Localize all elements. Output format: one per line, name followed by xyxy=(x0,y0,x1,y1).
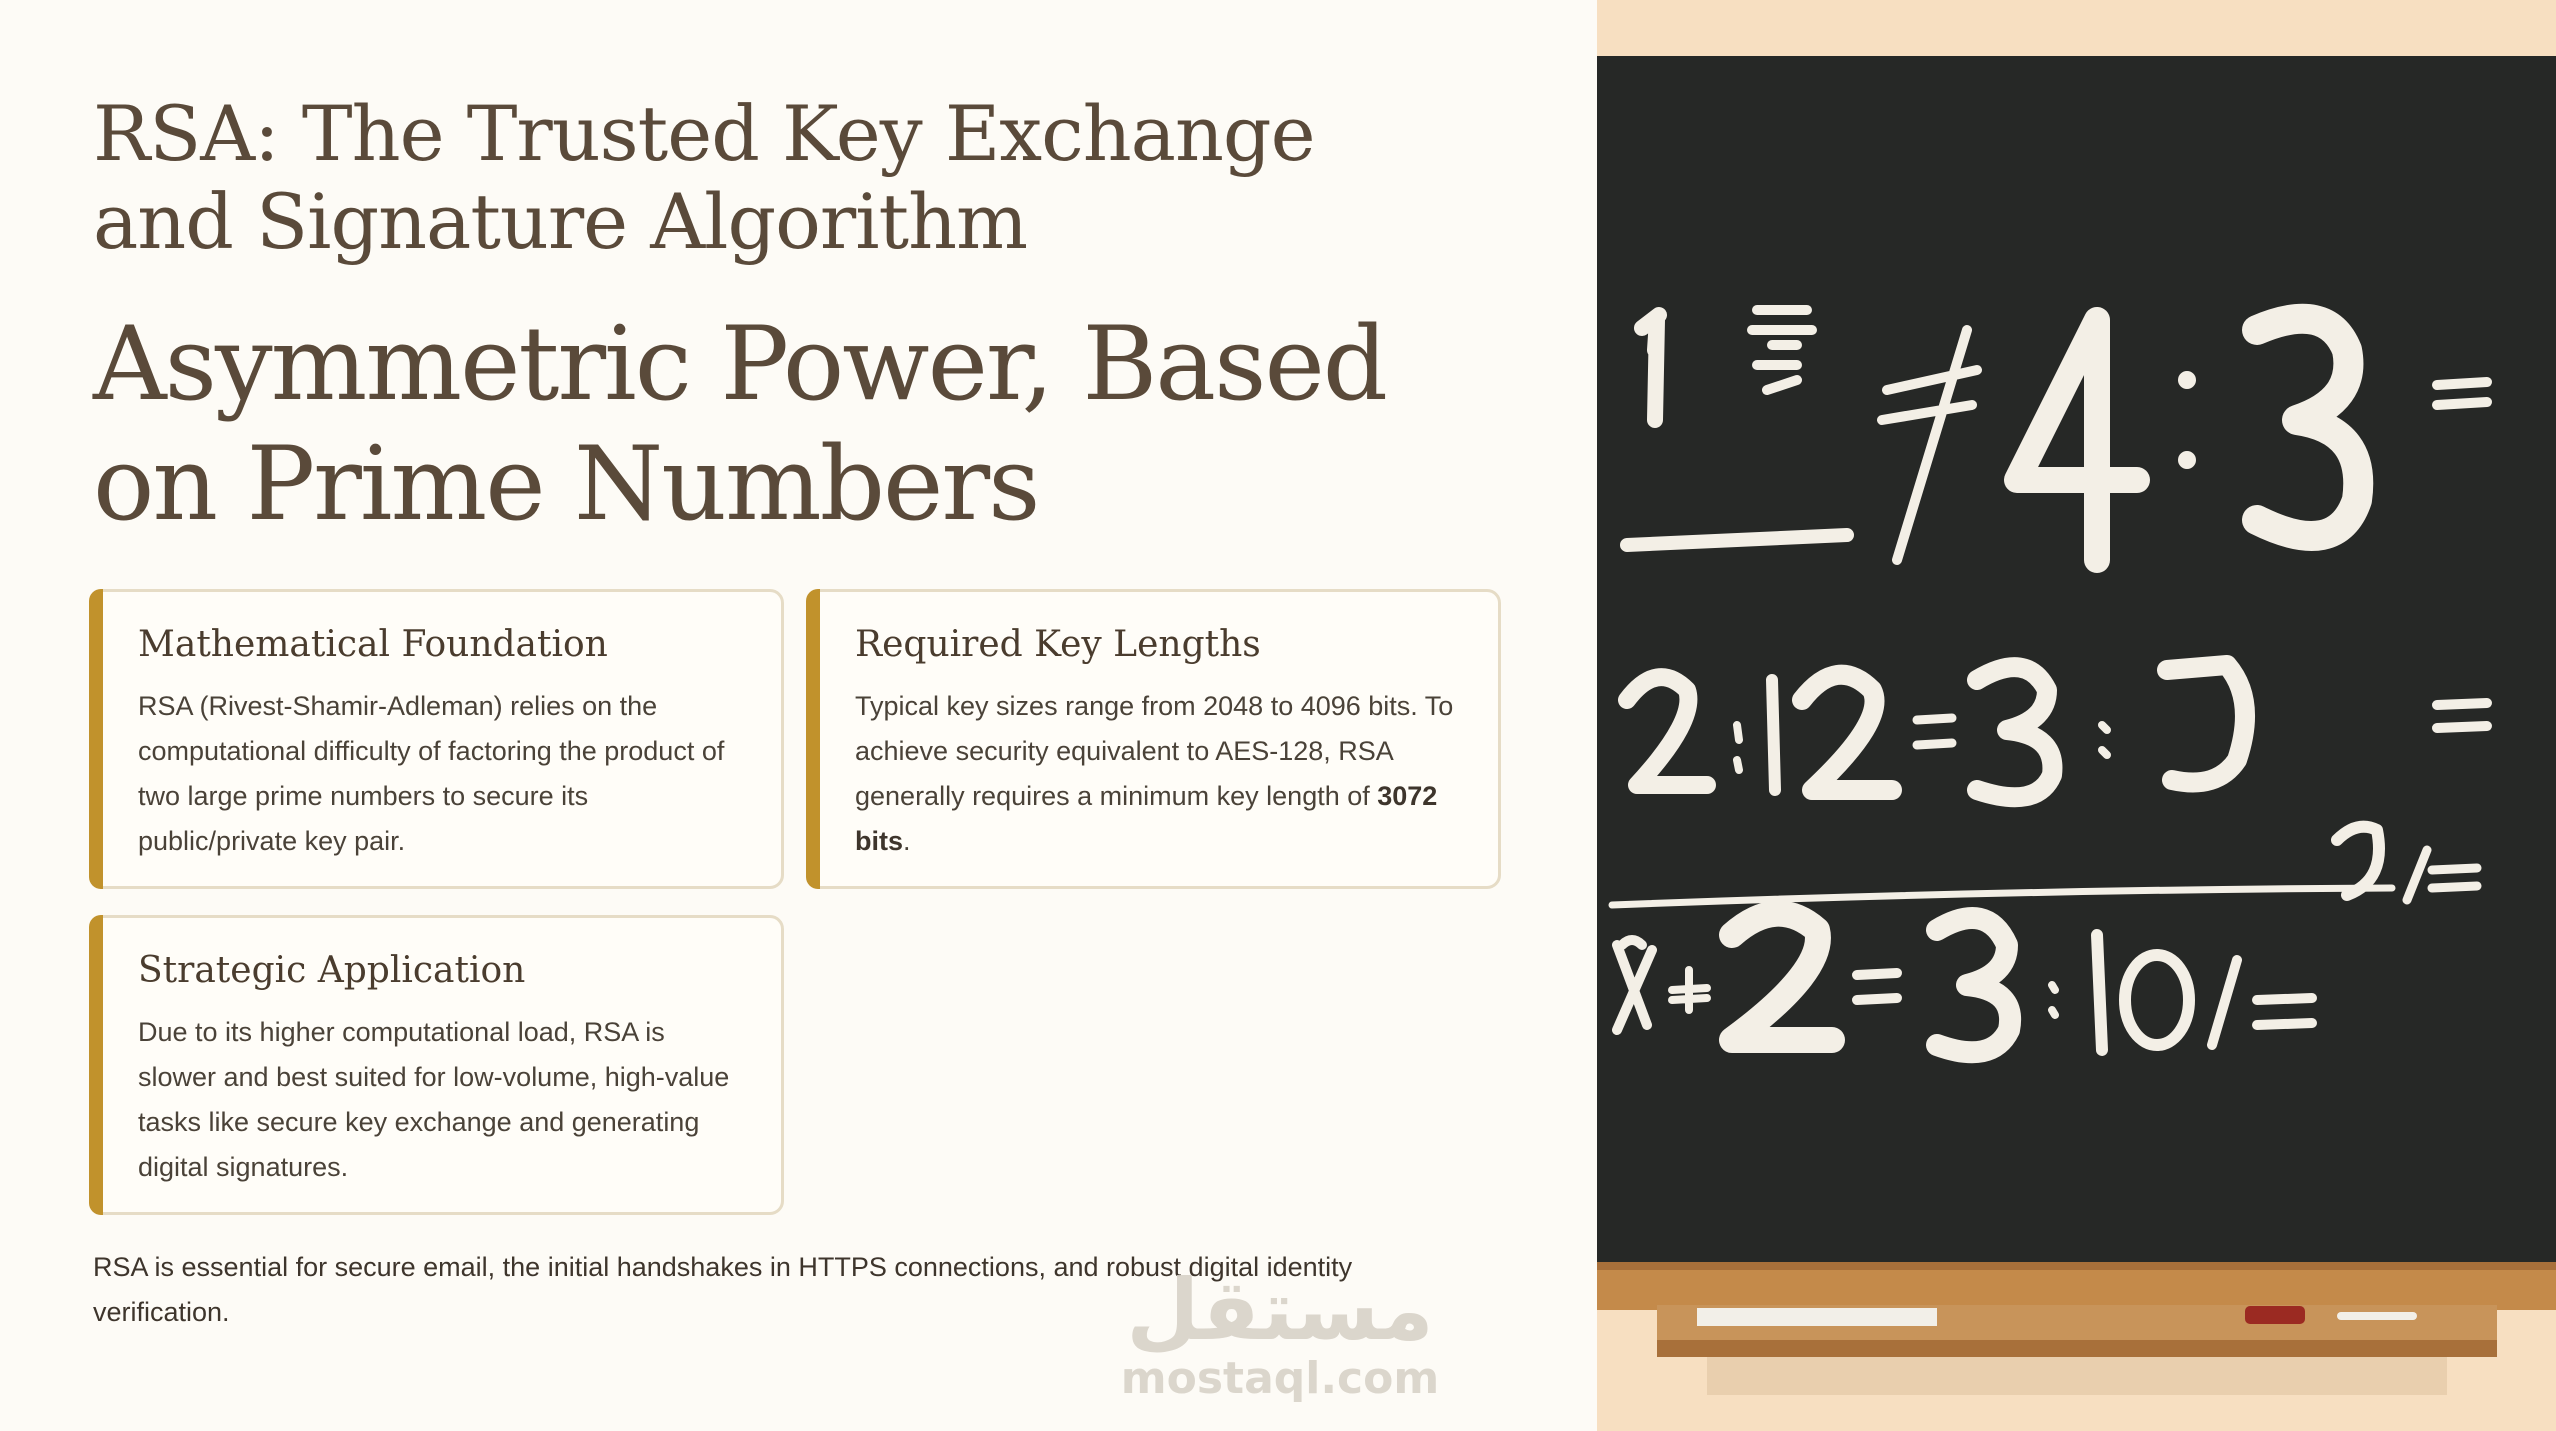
card-body-text: Typical key sizes range from 2048 to 4096 bits. To achieve security equivalent to AES-128, RSA generally requires a minimum key length of xyxy=(855,691,1454,811)
card-heading: Required Key Lengths xyxy=(855,624,1261,665)
watermark xyxy=(1120,1261,1440,1404)
chalk-eraser xyxy=(1697,1308,1937,1326)
card-mathematical-foundation xyxy=(89,589,784,889)
chalk-white xyxy=(2337,1312,2417,1320)
card-strategic-application xyxy=(89,915,784,1215)
slide-title: RSA: The Trusted Key Exchange and Signature Algorithm xyxy=(93,89,1315,266)
card-heading: Strategic Application xyxy=(138,950,526,991)
footer-note: RSA is essential for secure email, the initial handshakes in HTTPS connections, and robust digital identity verification. xyxy=(93,1252,1353,1327)
card-body-end: . xyxy=(903,826,911,856)
card-accent-bar xyxy=(806,589,820,889)
card-heading: Mathematical Foundation xyxy=(138,624,608,665)
card-required-key-lengths xyxy=(806,589,1501,889)
card-body: Due to its higher computational load, RSA is slower and best suited for low-volume, high-value tasks like secure key exchange and generating digital signatures. xyxy=(138,1017,730,1182)
card-accent-bar xyxy=(89,589,103,889)
watermark-latin: mostaql.com xyxy=(1120,1353,1440,1404)
card-body: RSA (Rivest-Shamir-Adleman) relies on the computational difficulty of factoring the product of two large prime numbers to secure its public/private key pair. xyxy=(138,691,725,856)
watermark-arabic: مستقل xyxy=(1126,1261,1434,1359)
card-body xyxy=(855,684,1458,864)
chalkboard-surface xyxy=(1597,56,2556,1264)
chalk-red xyxy=(2245,1306,2305,1324)
chalkboard-illustration xyxy=(1597,0,2556,1431)
card-body-emphasis: 3072 bits xyxy=(855,781,1438,856)
chalkboard-image xyxy=(1597,0,2556,1431)
slide-subtitle: Asymmetric Power, Based on Prime Numbers xyxy=(93,305,1387,544)
card-accent-bar xyxy=(89,915,103,1215)
